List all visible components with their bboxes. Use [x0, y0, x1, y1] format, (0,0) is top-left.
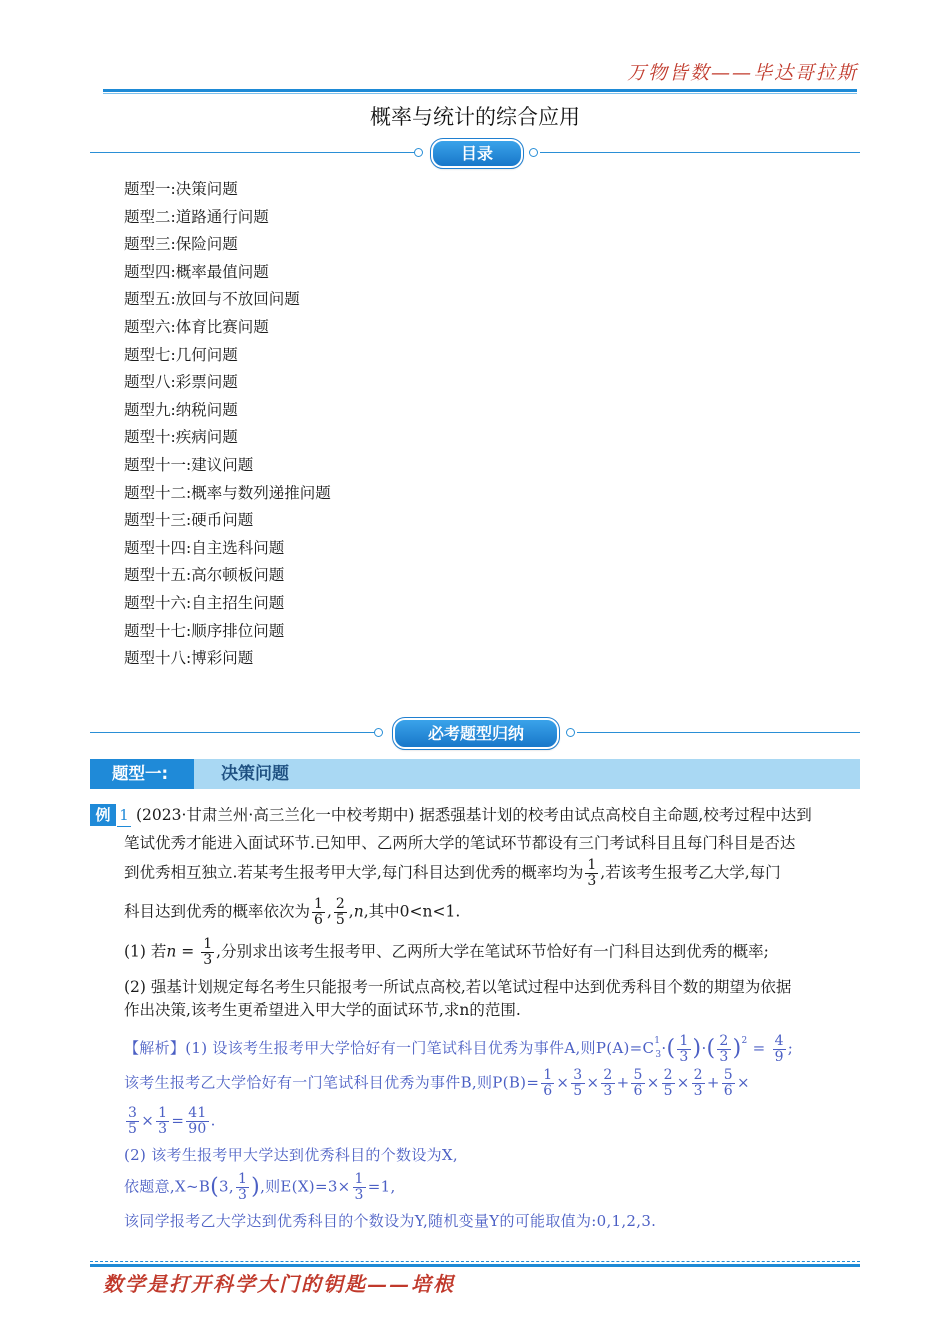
- solution-text: 依题意,X~B: [124, 1177, 211, 1196]
- solution-line: 该同学报考乙大学达到优秀科目的个数设为Y,随机变量Y的可能取值为:0,1,2,3.: [124, 1212, 657, 1230]
- section-heading: 必考题型归纳: [393, 718, 559, 749]
- toc-heading: 目录: [431, 139, 523, 168]
- toc-item[interactable]: 题型八:彩票问题: [124, 373, 238, 392]
- solution-text: 该考生报考乙大学恰好有一门笔试科目优秀为事件B,则P(B)=: [124, 1073, 540, 1092]
- fraction: $\frac{1}{3}$: [203, 936, 213, 968]
- header-rule-thin: [103, 93, 857, 94]
- toc-item[interactable]: 题型十:疾病问题: [124, 428, 238, 447]
- document-title: 概率与统计的综合应用: [370, 105, 580, 129]
- fraction: $\frac{2}{5}$: [335, 896, 345, 928]
- toc-item[interactable]: 题型十四:自主选科问题: [124, 538, 285, 557]
- example-text: ,若该考生报考乙大学,每门: [600, 863, 781, 882]
- toc-item[interactable]: 题型五:放回与不放回问题: [124, 290, 300, 309]
- solution-line: (2) 该考生报考甲大学达到优秀科目的个数设为X,: [124, 1146, 458, 1164]
- question-text: ,分别求出该考生报考甲、乙两所大学在笔试环节恰好有一门科目达到优秀的概率;: [216, 942, 769, 961]
- fraction: $\frac{1}{6}$: [314, 896, 323, 928]
- toc-item[interactable]: 题型三:保险问题: [124, 235, 238, 254]
- solution-tag: 【解析】: [124, 1039, 186, 1057]
- toc-item[interactable]: 题型六:体育比赛问题: [124, 317, 269, 336]
- example-line: [124, 858, 781, 889]
- fraction: $\frac{1}{3}$: [587, 857, 597, 889]
- example-badge: 例: [90, 804, 116, 826]
- example-text: ,其中0<n<1.: [363, 902, 461, 921]
- example-text: 到优秀相互独立.若某考生报考甲大学,每门科目达到优秀的概率均为: [124, 863, 584, 882]
- toc-divider-left: [90, 152, 416, 153]
- question-2: (2) 强基计划规定每名考生只能报考一所试点高校,若以笔试过程中达到优秀科目个数的期望为依据: [124, 978, 792, 996]
- question-2-cont: 作出决策,该考生更希望进入甲大学的面试环节,求n的范围.: [124, 1001, 521, 1019]
- toc-item[interactable]: 题型十八:博彩问题: [124, 649, 254, 668]
- toc-item[interactable]: 题型七:几何问题: [124, 345, 238, 364]
- type-banner: [90, 759, 860, 789]
- question-text: (1) 若: [124, 942, 167, 961]
- footer-rule: [90, 1264, 860, 1267]
- footer-rule-dashed: [90, 1261, 860, 1263]
- header-motto: 万物皆数——毕达哥拉斯: [626, 62, 858, 84]
- footer-motto: 数学是打开科学大门的钥匙——培根: [103, 1272, 455, 1296]
- type-label: 题型一:: [90, 759, 194, 789]
- section-divider-right: [577, 732, 860, 733]
- toc-item[interactable]: 题型九:纳税问题: [124, 400, 238, 419]
- toc-item[interactable]: 题型十一:建议问题: [124, 455, 254, 474]
- divider-dot-icon: [414, 148, 423, 157]
- toc-item[interactable]: 题型十七:顺序排位问题: [124, 621, 285, 640]
- solution-text: (1) 设该考生报考甲大学恰好有一门笔试科目优秀为事件A,则P(A)=C: [185, 1039, 655, 1057]
- toc-divider-right: [540, 152, 860, 153]
- toc-item[interactable]: 题型一:决策问题: [124, 180, 238, 198]
- toc-item[interactable]: 题型二:道路通行问题: [124, 207, 269, 226]
- solution-line: 依题意,X~B(3, $\frac{1}{3}$ ),则E(X)=3× $\frac{1}{3}$ =1,: [124, 1171, 396, 1203]
- divider-dot-icon: [566, 728, 575, 737]
- solution-text: ,则E(X)=3×: [260, 1177, 351, 1196]
- toc-item[interactable]: 题型十六:自主招生问题: [124, 593, 285, 612]
- type-name: 决策问题: [221, 764, 289, 784]
- toc-item[interactable]: 题型十二:概率与数列递推问题: [124, 483, 331, 502]
- solution-line: 【解析】(1) 设该考生报考甲大学恰好有一门笔试科目优秀为事件A,则$P(A)=C^1_3\cdot$( $\frac{1}{3}$ )·( $\frac{2}{3}$ )$^2$ = $\frac{4}{9}$ ;: [124, 1032, 794, 1065]
- solution-text: =1,: [367, 1177, 396, 1196]
- toc-list: [124, 176, 331, 673]
- divider-dot-icon: [374, 728, 383, 737]
- solution-line: $\frac{3}{5}$ × $\frac{1}{3}$ = $\frac{41}{90}$ .: [128, 1105, 216, 1137]
- question-1: (1) 若n = $\frac{1}{3}$ ,分别求出该考生报考甲、乙两所大学在笔试环节恰好有一门科目达到优秀的概率;: [124, 936, 769, 968]
- solution-line: 该考生报考乙大学恰好有一门笔试科目优秀为事件B,则P(B)= $\frac{1}{6}$ × $\frac{3}{5}$ × $\frac{2}{3}$ + $\frac{5}{6}$ × $\frac{2}{5}$ × $\frac{2}{3}$ + $\frac{5}{6}$ ×: [124, 1067, 750, 1099]
- section-divider-left: [90, 732, 376, 733]
- header-rule: [103, 89, 857, 92]
- example-text: 科目达到优秀的概率依次为: [124, 902, 311, 921]
- toc-item[interactable]: 题型十三:硬币问题: [124, 511, 254, 530]
- toc-item[interactable]: 题型四:概率最值问题: [124, 262, 269, 281]
- example-line: 笔试优秀才能进入面试环节.已知甲、乙两所大学的笔试环节都设有三门考试科目且每门科目是否达: [124, 834, 796, 852]
- example-line: (2023·甘肃兰州·高三兰化一中校考期中) 据悉强基计划的校考由试点高校自主命题,校考过程中达到: [136, 806, 812, 824]
- toc-item[interactable]: 题型十五:高尔顿板问题: [124, 566, 285, 585]
- divider-dot-icon: [529, 148, 538, 157]
- example-number: 1: [117, 804, 131, 827]
- example-line: 科目达到优秀的概率依次为 $\frac{1}{6}$ , $\frac{2}{5}$ ,n,其中0<n<1.: [124, 896, 461, 928]
